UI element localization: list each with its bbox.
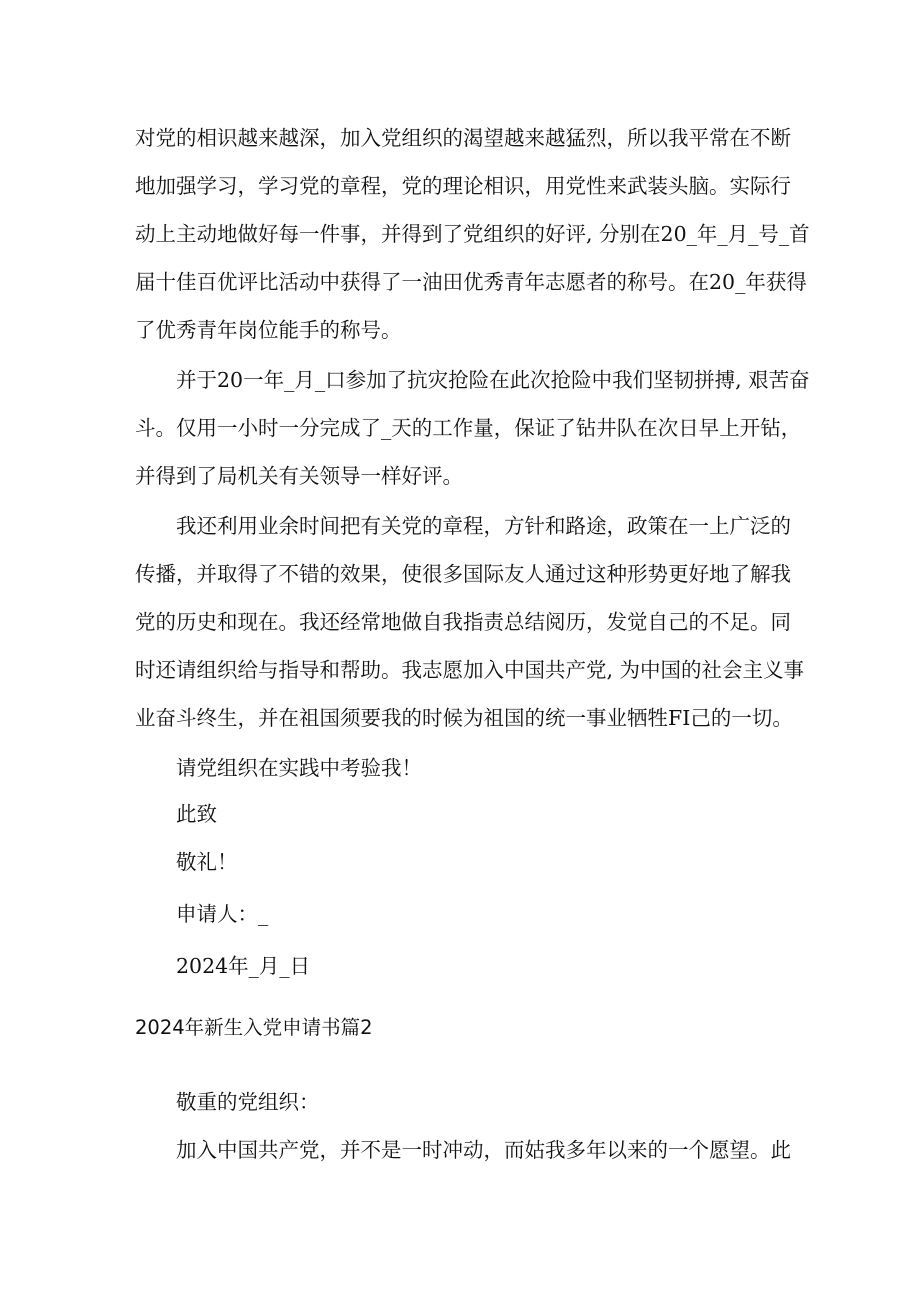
- paragraph-line: 并于20一年_月_口参加了抗灾抢险在此次抢险中我们坚韧拼搏, 艰苦奋: [176, 368, 810, 392]
- greeting: 敬重的党组织：: [176, 1090, 320, 1114]
- date-line: 2024年_月_日: [176, 954, 311, 978]
- paragraph-line: 了优秀青年岗位能手的称号。: [135, 318, 402, 342]
- paragraph-line: 时还请组织给与指导和帮助。我志愿加入中国共产党, 为中国的社会主义事: [135, 658, 805, 682]
- paragraph-line: 业奋斗终生，并在祖国须要我的时候为祖国的统一事业牺牲FI己的一切。: [135, 706, 793, 730]
- paragraph-line: 对党的相识越来越深，加入党组织的渴望越来越猛烈，所以我平常在不断: [135, 126, 791, 150]
- closing-salutation: 此致: [176, 802, 217, 826]
- paragraph-line: 传播，并取得了不错的效果，使很多国际友人通过这种形势更好地了解我: [135, 562, 791, 586]
- paragraph-line: 并得到了局机关有关领导一样好评。: [135, 464, 463, 488]
- paragraph-line: 届十佳百优评比活动中获得了一油田优秀青年志愿者的称号。在20_年获得: [135, 270, 807, 294]
- paragraph-line: 加入中国共产党，并不是一时冲动，而姑我多年以来的一个愿望。此: [176, 1138, 791, 1162]
- paragraph-line: 党的历史和现在。我还经常地做自我指责总结阅历，发觉自己的不足。同: [135, 610, 791, 634]
- paragraph-line: 我还利用业余时间把有关党的章程，方针和路途，政策在一上广泛的: [176, 514, 791, 538]
- applicant-line: 申请人：_: [176, 902, 269, 926]
- closing-request: 请党组织在实践中考验我！: [176, 756, 422, 780]
- section-title: 2024年新生入党申请书篇2: [135, 1016, 373, 1039]
- paragraph-line: 动上主动地做好每一件事，并得到了党组织的好评, 分别在20_年_月_号_首: [135, 222, 810, 246]
- paragraph-line: 斗。仅用一小时一分完成了_天的工作量，保证了钻井队在次日早上开钻，: [135, 416, 802, 440]
- closing-regards: 敬礼！: [176, 850, 238, 874]
- paragraph-line: 地加强学习，学习党的章程，党的理论相识，用党性来武装头脑。实际行: [135, 174, 791, 198]
